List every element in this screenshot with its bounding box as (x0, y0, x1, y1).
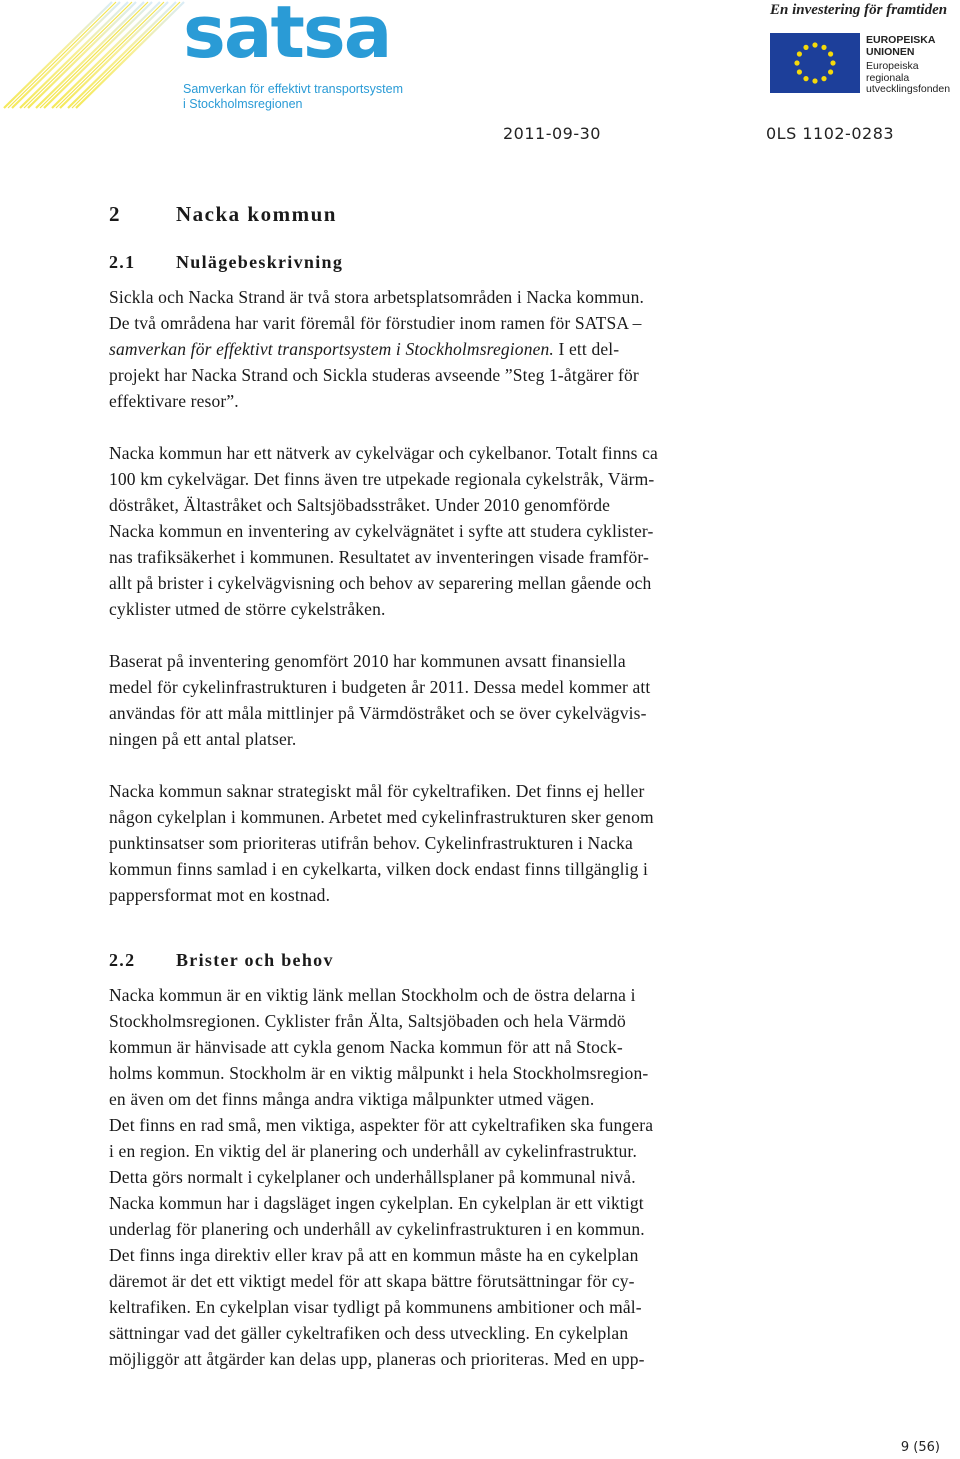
paragraph-2-1-d: Nacka kommun saknar strategiskt mål för cykeltrafiken. Det finns ej heller någon cykelplan i kommunen. Arbetet med cykelinfrastrukturen sker genom punktinsatser som prioriteras utifrån behov. Cykelinfrastrukturen i Nacka kommun finns samlad i en cykelkarta, vilken dock endast finns tillgänglig i pappersformat mot en kostnad. (109, 781, 654, 905)
satsa-logo (0, 0, 403, 112)
satsa-logo-subtitle: Samverkan för effektivt transportsystem i Stockholmsregionen (183, 82, 403, 111)
page-number: 9 (56) (900, 1440, 940, 1455)
eu-fund-label: Europeiska regionala utvecklingsfonden (866, 60, 951, 95)
section-heading-2: 2 Nacka kommun (109, 202, 337, 226)
eu-flag-icon (770, 33, 860, 93)
paragraph-2-1-b: Nacka kommun har ett nätverk av cykelvägar och cykelbanor. Totalt finns ca 100 km cykelvägar. Det finns även tre utpekade regionala cykelstråk, Värm- döstråket, Ältastråket och Saltsjöbadsstråket. Under 2010 genomförde Nacka kommun en inventering av cykelvägnätet i syfte att studera cyklister- nas trafiksäkerhet i kommunen. Resultatet av inventeringen visade framför- allt på brister i cykelvägvisning och behov av separering mellan gående och cyklister utmed de större cykelstråken. (109, 443, 658, 619)
document-date: 2011-09-30 (503, 124, 601, 143)
paragraph-2-1-a: Sickla och Nacka Strand är två stora arbetsplatsområden i Nacka kommun. De två områdena har varit föremål för förstudier inom ramen för SATSA – samverkan för effektivt transportsystem i Stockholmsregionen. I ett del- projekt har Nacka Strand och Sickla studeras avseende ”Steg 1-åtgärer för effektivare resor”. (109, 287, 644, 411)
paragraph-2-2-a: Nacka kommun är en viktig länk mellan Stockholm och de östra delarna i Stockholmsregionen. Cyklister från Älta, Saltsjöbaden och hela Värmdö kommun är hänvisade att cykla genom Nacka kommun för att nå Stock- holms kommun. Stockholm är en viktig målpunkt i hela Stockholmsregion- en även om det finns många andra viktiga målpunkter utmed vägen. Det finns en rad små, men viktiga, aspekter för att cykeltrafiken ska fungera i en region. En viktig del är planering och underhåll av cykelinfrastruktur. Detta görs normalt i cykelplaner och underhållsplaner på kommunal nivå. Nacka kommun har i dagsläget ingen cykelplan. En cykelplan är ett viktigt underlag för planering och underhåll av cykelinfrastrukturen i en kommun. Det finns inga direktiv eller krav på att en kommun måste ha en cykelplan däremot är det ett viktigt medel för att skapa bättre förutsättningar för cy- keltrafiken. En cykelplan visar tydligt på kommunens ambitioner och mål- sättningar vad det gäller cykeltrafiken och dess utveckling. En cykelplan möjliggör att åtgärder kan delas upp, planeras och prioriteras. Med en upp- (109, 985, 654, 1369)
section-heading-2-2: 2.2 Brister och behov (109, 950, 334, 970)
satsa-logo-word: satsa (183, 0, 391, 74)
section-heading-2-1: 2.1 Nulägebeskrivning (109, 252, 344, 272)
document-reference: 0LS 1102-0283 (766, 124, 895, 143)
eu-tagline: En investering för framtiden (770, 2, 948, 18)
eu-logo (768, 0, 960, 110)
satsa-stripes-graphic (0, 0, 190, 112)
eu-union-label: EUROPEISKA UNIONEN (866, 34, 936, 58)
paragraph-2-1-c: Baserat på inventering genomfört 2010 har kommunen avsatt finansiella medel för cykelinfrastrukturen i budgeten år 2011. Dessa medel kommer att användas för att måla mittlinjer på Värmdöstråket och se över cykelvägvis- ningen på ett antal platser. (109, 651, 651, 749)
